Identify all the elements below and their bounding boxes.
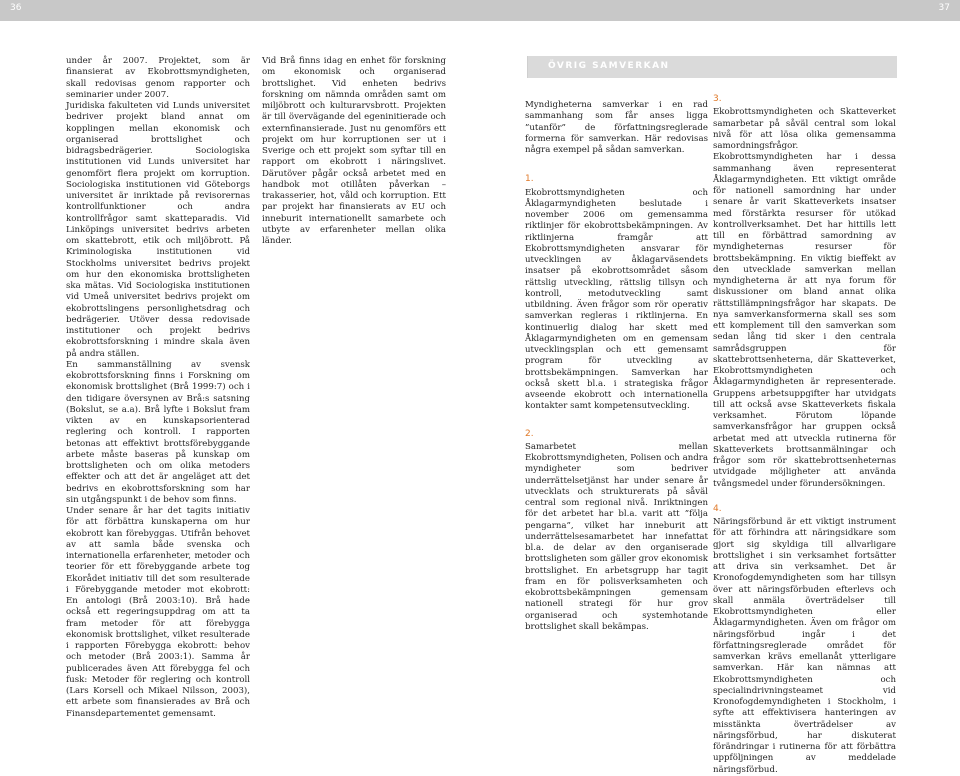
- paragraph: Juridiska fakulteten vid Lunds universitet bedriver projekt bland annat om kopplingen mellan ekonomisk och organiserad brottslighet och bidragsbedrägerier. Sociologiska institutionen vid Lunds universitet har genomfört flera projekt om korruption. Sociologiska institutionen vid Göteborgs universitet är inriktade på revisorernas kontrollfunktioner och andra kontrollfrågor samt skatteparadis. Vid Linköpings universitet bedrivs arbeten om skattebrott, etik och miljöbrott. På Kriminologiska institutionen vid Stockholms universitet bedrivs projekt om hur den ekonomiska brottsligheten ska mätas. Vid Sociologiska institutionen vid Umeå universitet bedrivs projekt om ekobrottslingens personlighetsdrag och bedrägerier. Utöver dessa redovisade institutioner och projekt bedrivs ekobrottsforskning i mindre skala även på andra ställen.: [66, 101, 250, 359]
- item-number: 2.: [525, 428, 534, 439]
- right-page-number: 37: [938, 3, 950, 13]
- paragraph: Ekobrottsmyndigheten och Åklagarmyndigheten beslutade i november 2006 om gemensamma riktlinjer för ekobrottsbekämpningen. Av riktlinjerna framgår att Ekobrottsmyndigheten ansvarar för utvecklingen av åklagarväsendets insatser på ekobrottsområdet såsom rättslig utveckling, rättslig tillsyn och kontroll, metodutveckling samt utbildning. Även frågor som rör operativ samverkan regleras i riktlinjerna. En kontinuerlig dialog har skett med Åklagarmyndigheten om en gemensam utvecklingsplan och ett gemensamt program för utveckling av brottsbekämpningen. Samverkan har också skett bl.a. i strategiska frågor avseende ekobrott och internationella kontakter samt kompetensutveckling.: [525, 187, 708, 412]
- item-number: 3.: [713, 94, 722, 104]
- paragraph: Vid Brå finns idag en enhet för forskning om ekonomisk och organiserad brottslighet. Vid enheten bedrivs forskning om nämnda områden samt om miljöbrott och kulturarvsbrott. Projekten är till övervägande del egeninitierade och externfinansierade. Just nu genomförs ett projekt om hur korruptionen ser ut i Sverige och ett projekt som syftar till en rapport om ekobrott i näringslivet. Därutöver pågår också arbetet med en handbok mot otillåten påverkan – trakasserier, hot, våld och korruption. Ett par projekt har finansierats av EU och inneburit internationellt samarbete och utbyte av erfarenheter mellan olika länder.: [262, 56, 446, 246]
- right-page-column-1: [525, 100, 708, 633]
- item-number: 4.: [713, 503, 722, 514]
- paragraph: Näringsförbund är ett viktigt instrument för att förhindra att näringsidkare som gjort sig skyldiga till allvarligare brottslighet i sin verksamhet fortsätter att driva sin verksamhet. Det är Kronofogdemyndigheten som har tillsyn över att näringsförbuden efterlevs och skall anmäla överträdelser till Ekobrottsmyndigheten eller Åklagarmyndigheten. Även om frågor om näringsförbud ingår i det författningsreglerade området för samverkan krävs emellanåt ytterligare samverkan. Här kan nämnas att Ekobrottsmyndigheten och specialindrivningsteamet vid Kronofogdemyndigheten i Stockholm, i syfte att effektivisera hanteringen av misstänkta överträdelser av näringsförbud, har diskuterat förändringar i rutinerna för att förbättra uppföljningen av meddelade näringsförbud.: [713, 517, 896, 775]
- left-page-column-2: [262, 56, 446, 247]
- item-number: 1.: [525, 174, 534, 185]
- page-header-bar: [0, 0, 960, 21]
- left-page-column-1: [66, 56, 250, 720]
- paragraph: Ekobrottsmyndigheten och Skatteverket samarbetar på såväl central som lokal nivå för att lösa olika gemensamma samordningsfrågor. Ekobrottsmyndigheten har i dessa sammanhang även representerat Åklagarmyndigheten. Ett viktigt område för nationell samordning har under senare år varit Skatteverkets insatser med förstärkta resurser för utökad kontrollverksamhet. Det har hittills lett till en förbättrad samordning av myndigheternas resurser för brottsbekämpning. En viktig bieffekt av den utvecklade samverkan mellan myndigheterna är att nya forum för diskussioner om bland annat olika rättstillämpningsfrågor har skapats. De nya samverkansformerna skall ses som ett komplement till den samverkan som sedan lång tid sker i den centrala samrådsgruppen för skattebrottsenheterna, där Skatteverket, Ekobrottsmyndigheten och Åklagarmyndigheten är representerade. Gruppens arbetsuppgifter har utvidgats till att också avse Skatteverkets fiskala verksamhet. Förutom löpande samverkansfrågor har gruppen också arbetat med att utveckla rutinerna för Skatteverkets brottsanmälningar och frågor som rör skattebrottsenheternas utvidgade möjligheter att använda tvångsmedel under förundersökningen.: [713, 107, 896, 489]
- paragraph: Samarbetet mellan Ekobrottsmyndigheten, Polisen och andra myndigheter som bedriver underrättelsetjänst har under senare år utvecklats och strukturerats på såväl central som regional nivå. Inriktningen för det arbetet har bl.a. varit att ”följa pengarna”, vilket har inneburit att underrättelsesamarbetet har innefattat bl.a. de delar av den organiserade brottsligheten som gäller grov ekonomisk brottslighet. En arbetsgrupp har tagit fram en för polisverksamheten och ekobrottsbekämpningen gemensam nationell strategi för hur grov organiserad och systemhotande brottslighet skall bekämpas.: [525, 441, 708, 632]
- section-title: ÖVRIG SAMVERKAN: [548, 61, 670, 71]
- section-header-bar: [527, 56, 897, 78]
- paragraph: En sammanställning av svensk ekobrottsforskning finns i Forskning om ekonomisk brottslighet (Brå 1999:7) och i den tidigare översynen av Brå:s satsning (Bokslut, se a.a). Brå lyfte i Bokslut fram vikten av en kunskapsorienterad reglering och kontroll. I rapporten betonas att effektivt brottsförebyggande arbete måste baseras på kunskap om brottsligheten och om olika metoders effekter och att det är angeläget att det bedrivs en ekobrottsforskning som har sin utgångspunkt i de behov som finns.: [66, 359, 250, 505]
- left-page-number: 36: [10, 3, 22, 13]
- intro-paragraph: Myndigheterna samverkar i en rad sammanhang som får anses ligga ”utanför” de författningsreglerade formerna för samverkan. Här redovisas några exempel på sådan samverkan.: [525, 100, 708, 155]
- paragraph: Under senare år har det tagits initiativ för att förbättra kunskaperna om hur ekobrott kan förebyggas. Utifrån behovet av att samla både svenska och internationella erfarenheter, metoder och teorier för ett förebyggande arbete tog Ekorådet initiativ till det som resulterade i Förebyggande metoder mot ekobrott: En antologi (Brå 2003:10). Brå hade också ett regeringsuppdrag om att ta fram metoder för att förebygga ekonomisk brottslighet, vilket resulterade i rapporten Förebygga ekobrott: behov och metoder (Brå 2003:1). Samma år publicerades även Att förebygga fel och fusk: Metoder för reglering och kontroll (Lars Korsell och Mikael Nilsson, 2003), ett arbete som finansierades av Brå och Finansdepartementet gemensamt.: [66, 506, 250, 719]
- right-page-column-2: [713, 94, 896, 776]
- paragraph: under år 2007. Projektet, som är finansierat av Ekobrottsmyndigheten, skall redovisas genom rapporter och seminarier under 2007.: [66, 56, 250, 100]
